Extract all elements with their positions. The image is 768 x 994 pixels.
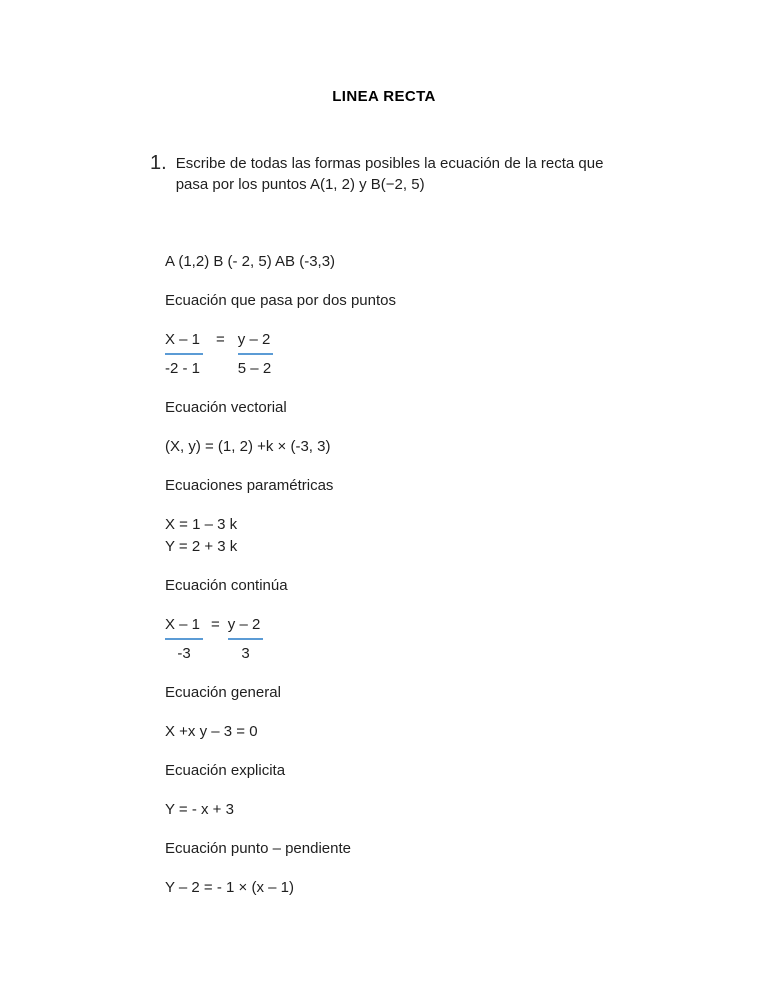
heading-two-points: Ecuación que pasa por dos puntos [165, 292, 396, 309]
heading-continua: Ecuación continúa [165, 577, 288, 594]
exercise-number: 1. [150, 152, 167, 174]
equation-explicita: Y = - x + 3 [165, 801, 234, 818]
heading-vectorial: Ecuación vectorial [165, 399, 287, 416]
heading-parametricas: Ecuaciones paramétricas [165, 477, 334, 494]
solution-body [165, 251, 768, 898]
equation-parametrica-y: Y = 2 + 3 k [165, 538, 238, 555]
equals-sign: = [216, 331, 225, 348]
fraction-left [165, 614, 203, 664]
fraction-denominator: 5 – 2 [237, 360, 272, 377]
fraction-numerator: y – 2 [228, 614, 264, 640]
fraction-right [228, 614, 264, 664]
equals-sign: = [211, 616, 220, 633]
equation-points-summary: A (1,2) B (- 2, 5) AB (-3,3) [165, 253, 336, 270]
fraction-numerator: X – 1 [165, 614, 203, 640]
heading-punto-pendiente: Ecuación punto – pendiente [165, 840, 351, 857]
fraction-left [165, 329, 203, 379]
page-title: LINEA RECTA [332, 88, 436, 105]
heading-explicita: Ecuación explicita [165, 762, 286, 779]
fraction-numerator: y – 2 [238, 329, 274, 355]
fraction-denominator: 3 [241, 645, 250, 662]
fraction-denominator: -3 [177, 645, 191, 662]
equation-continua-fraction [165, 614, 768, 664]
exercise-item [150, 153, 768, 195]
equation-punto-pendiente: Y – 2 = - 1 × (x – 1) [165, 879, 294, 896]
equation-two-points-fraction [165, 329, 768, 379]
exercise-text: Escribe de todas las formas posibles la ecuación de la recta que pasa por los puntos A(1, 2) y B(−2, 5) [175, 155, 604, 193]
equation-vectorial: (X, y) = (1, 2) +k × (-3, 3) [165, 438, 331, 455]
fraction-denominator: -2 - 1 [165, 360, 201, 377]
equation-parametrica-x: X = 1 – 3 k [165, 516, 238, 533]
fraction-right [238, 329, 274, 379]
heading-general: Ecuación general [165, 684, 281, 701]
fraction-numerator: X – 1 [165, 329, 203, 355]
equation-general: X +x y – 3 = 0 [165, 723, 258, 740]
